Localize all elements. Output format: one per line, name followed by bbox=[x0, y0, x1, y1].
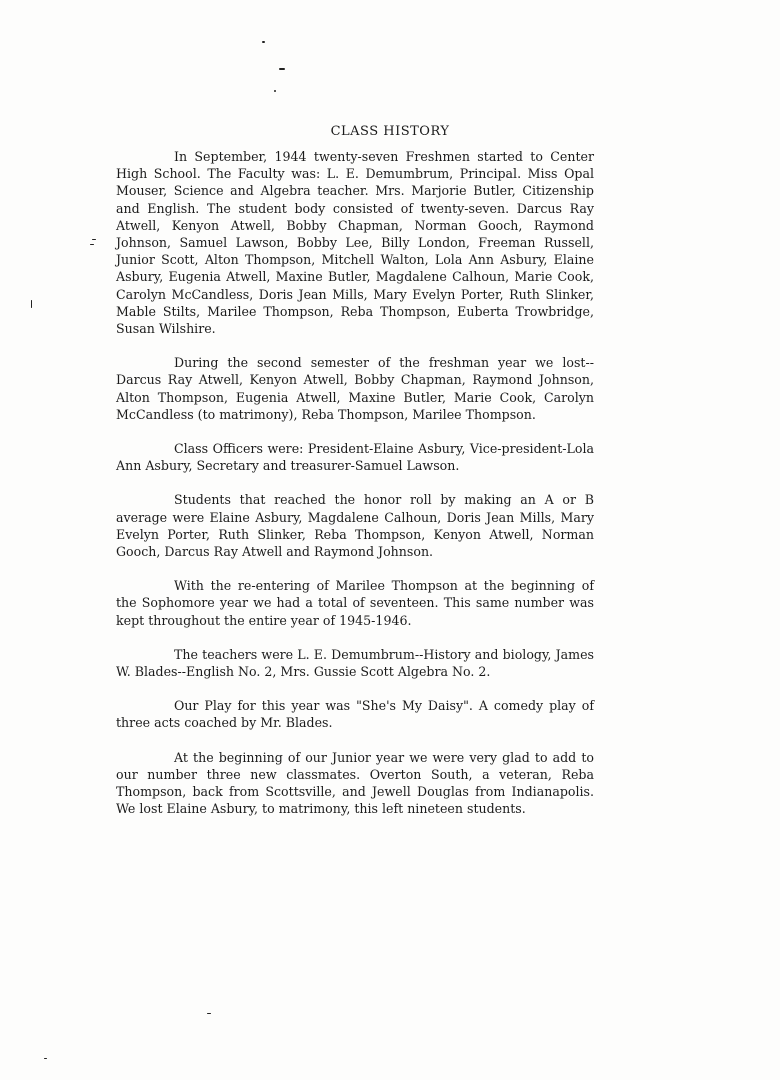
paragraph-junior-year: At the beginning of our Junior year we were very glad to add to our number three new classmates. Overton South, a veteran, Reba Thompson, back from Scottsville, and Jewell Douglas from Indianapolis. We lost Elaine Asbury, to matrimony, this left nineteen students. bbox=[116, 749, 594, 817]
scan-speck bbox=[90, 244, 94, 245]
paragraph-sophomore: With the re-entering of Marilee Thompson at the beginning of the Sophomore year we had a total of seventeen. This same number was kept throughout the entire year of 1945-1946. bbox=[116, 578, 594, 628]
paragraph-second-semester: During the second semester of the freshman year we lost--Darcus Ray Atwell, Kenyon Atwell, Bobby Chapman, Raymond Johnson, Alton Thompson, Eugenia Atwell, Maxine Butler, Marie Cook, Carolyn McCandless (to matrimony), Reba Thompson, Marilee Thompson. bbox=[116, 355, 594, 422]
paragraph-freshmen: In September, 1944 twenty-seven Freshmen started to Center High School. The Faculty was: L. E. Demumbrum, Principal. Miss Opal Mouser, Science and Algebra teacher. Mrs. Marjorie Butler, Citizenship and English. The student body consisted of twenty-seven. Darcus Ray Atwell, Kenyon Atwell, Bobby Chapman, Norman Gooch, Raymond Johnson, Samuel Lawson, Bobby Lee, Billy London, Freeman Russell, Junior Scott, Alton Thompson, Mitchell Walton, Lola Ann Asbury, Elaine Asbury, Eugenia Atwell, Maxine Butler, Magdalene Calhoun, Marie Cook, Carolyn McCandless, Doris Jean Mills, Mary Evelyn Porter, Ruth Slinker, Mable Stilts, Marilee Thompson, Reba Thompson, Euberta Trowbridge, Susan Wilshire. bbox=[116, 149, 594, 337]
scan-speck bbox=[274, 90, 276, 92]
page-title: CLASS HISTORY bbox=[330, 124, 450, 139]
paragraph-play: Our Play for this year was "She's My Daisy". A comedy play of three acts coached by Mr. Blades. bbox=[116, 698, 594, 731]
scan-speck bbox=[207, 1013, 211, 1014]
paragraph-class-officers: Class Officers were: President-Elaine Asbury, Vice-president-Lola Ann Asbury, Secretary and treasurer-Samuel Lawson. bbox=[116, 441, 594, 474]
scan-speck bbox=[44, 1058, 47, 1059]
paragraph-honor-roll: Students that reached the honor roll by making an A or B average were Elaine Asbury, Magdalene Calhoun, Doris Jean Mills, Mary Evelyn Porter, Ruth Slinker, Reba Thompson, Kenyon Atwell, Norman Gooch, Darcus Ray Atwell and Raymond Johnson. bbox=[116, 492, 594, 560]
scan-speck bbox=[262, 41, 265, 43]
paragraph-teachers: The teachers were L. E. Demumbrum--History and biology, James W. Blades--English No. 2, Mrs. Gussie Scott Algebra No. 2. bbox=[116, 646, 594, 680]
scan-speck bbox=[31, 300, 32, 308]
scan-speck bbox=[92, 239, 96, 240]
document-body bbox=[116, 148, 594, 835]
scan-speck bbox=[279, 68, 285, 70]
